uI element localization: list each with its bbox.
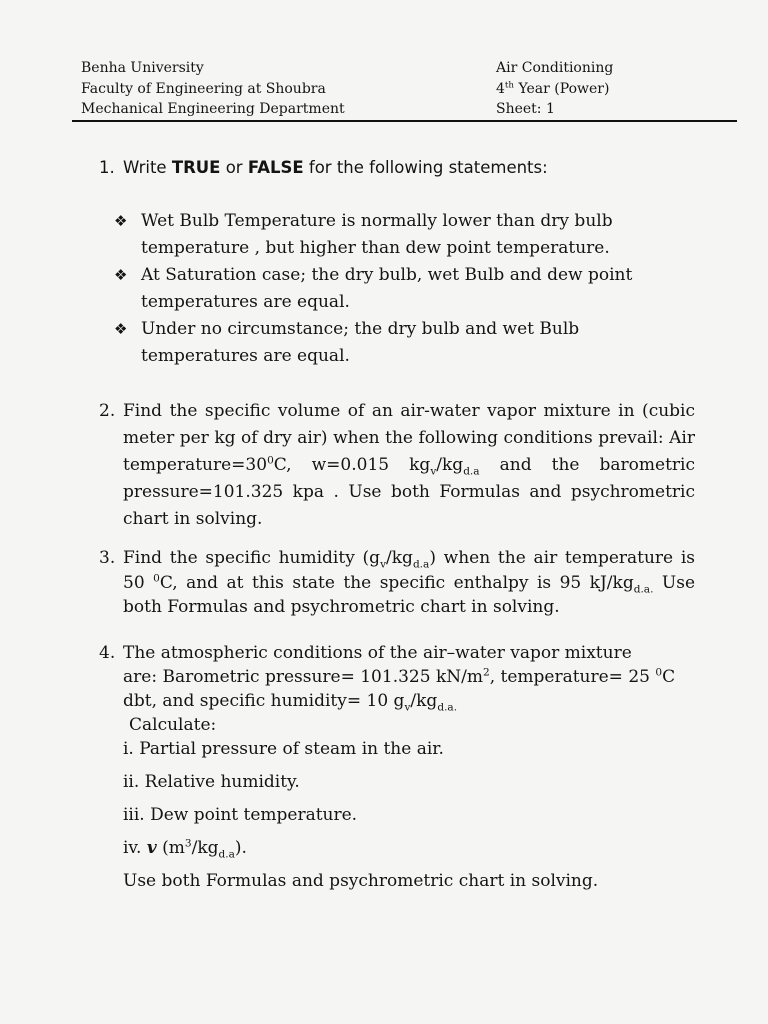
university-name: Benha University: [81, 60, 204, 76]
sub-question-i: i. Partial pressure of steam in the air.: [123, 739, 444, 759]
question-number: 4.: [99, 643, 116, 663]
question-text: Find the specific humidity $(g_v/kg_{d.a})$ when the air temperature is 50 $^0$C, and at this state the specific enthalpy is 95 $kJ/kg_{d.a.}$ Use both Formulas and psychrometric chart in solving.: [123, 548, 696, 617]
sheet-label: Sheet: 1: [496, 101, 555, 117]
sub-question-iv: iv. v $(m^3/kg_{d.a})$.: [123, 837, 247, 861]
diamond-bullet-icon: ❖: [114, 212, 128, 230]
true-false-list: [114, 208, 674, 370]
question-text: Write TRUE or FALSE for the following statements:: [123, 158, 548, 177]
diamond-bullet-icon: ❖: [114, 266, 128, 284]
closing-instruction: Use both Formulas and psychrometric chart in solving.: [123, 871, 599, 891]
question-text: Find the specific volume of an air-water vapor mixture in (cubic meter per kg of dry air) when the following conditions prevail: Air $temperature=30^0C$, w=0.015 $kg_v/kg_{d.a}$ and the barometric pressure=101.325 kpa . Use both Formulas and psychrometric chart in solving.: [123, 401, 695, 529]
question-line: are: Barometric pressure= 101.325 $kN/m^2$, temperature= 25 $^0$C: [123, 666, 676, 687]
true-word: TRUE: [171, 158, 221, 177]
question-line: dbt, and specific humidity= 10 $g_v/kg_{d.a.}$: [123, 691, 458, 714]
calculate-label: Calculate:: [129, 715, 217, 735]
list-item: ❖ Wet Bulb Temperature is normally lower than dry bulb temperature , but higher than dew point temperature.: [114, 208, 674, 262]
department-name: Mechanical Engineering Department: [81, 101, 345, 117]
course-name: Air Conditioning: [496, 60, 614, 76]
year-label: 4th Year (Power): [496, 79, 610, 97]
list-item: ❖ Under no circumstance; the dry bulb and wet Bulb temperatures are equal.: [114, 316, 674, 370]
question-number: 2.: [99, 401, 116, 421]
header-divider: [72, 120, 737, 122]
question-number: 1.: [99, 158, 115, 177]
list-item: ❖ At Saturation case; the dry bulb, wet Bulb and dew point temperatures are equal.: [114, 262, 674, 316]
diamond-bullet-icon: ❖: [114, 320, 128, 338]
question-text: [123, 641, 695, 893]
sub-question-iii: iii. Dew point temperature.: [123, 805, 358, 825]
question-line: The atmospheric conditions of the air–water vapor mixture: [123, 643, 632, 663]
header-left: [81, 58, 345, 120]
faculty-name: Faculty of Engineering at Shoubra: [81, 80, 326, 97]
false-word: FALSE: [247, 158, 304, 177]
header-right: [496, 58, 613, 120]
question-number: 3.: [99, 548, 116, 568]
sub-question-ii: ii. Relative humidity.: [123, 772, 300, 792]
